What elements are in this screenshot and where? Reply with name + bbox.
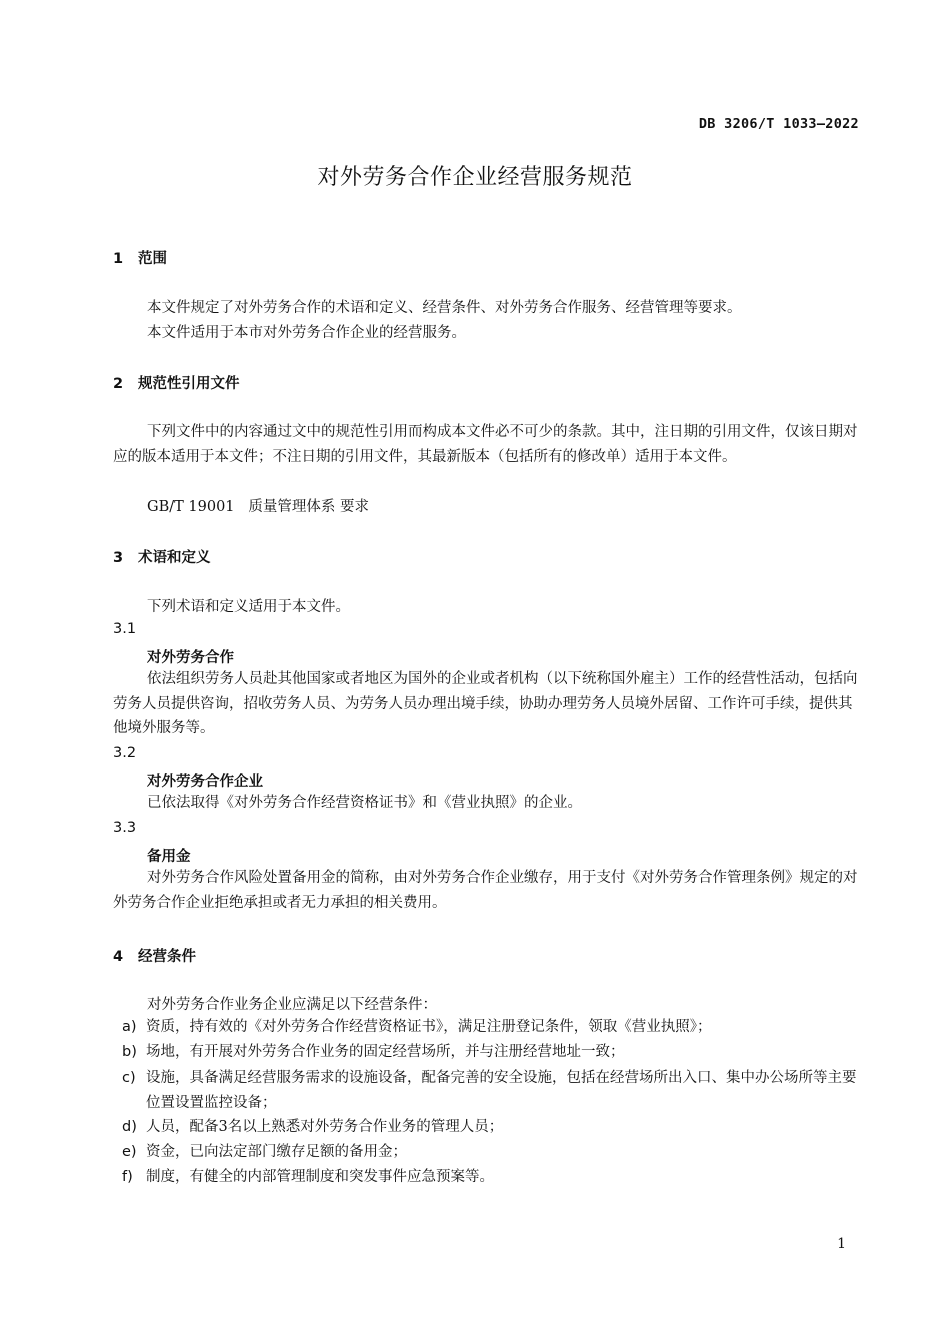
list-item <box>122 1165 860 1190</box>
section-number: 4 <box>113 949 124 965</box>
section-title: 范围 <box>138 251 167 267</box>
list-marker: f) <box>122 1169 133 1185</box>
term-number: 3.3 <box>113 820 137 836</box>
section-title: 经营条件 <box>138 949 196 965</box>
list-text: 场地，有开展对外劳务合作业务的固定经营场所，并与注册经营地址一致； <box>146 1044 625 1060</box>
paragraph: 对外劳务合作业务企业应满足以下经营条件： <box>147 997 437 1013</box>
paragraph: 下列文件中的内容通过文中的规范性引用而构成本文件必不可少的条款。其中，注日期的引用文件，仅该日期对应的版本适用于本文件；不注日期的引用文件，其最新版本（包括所有的修改单）适用于本文件。 <box>113 424 858 465</box>
term-definition: 依法组织劳务人员赴其他国家或者地区为国外的企业或者机构（以下统称国外雇主）工作的经营性活动，包括向劳务人员提供咨询，招收劳务人员、为劳务人员办理出境手续，协助办理劳务人员境外居留、工作许可手续，提供其他境外服务等。 <box>113 671 858 736</box>
standard-number: DB 3206/T 1033—2022 <box>698 116 859 132</box>
list-text: 制度，有健全的内部管理制度和突发事件应急预案等。 <box>146 1169 494 1185</box>
reference-title: 质量管理体系 要求 <box>248 499 369 515</box>
list-text: 设施，具备满足经营服务需求的设施设备，配备完善的安全设施，包括在经营场所出入口、集中办公场所等主要位置设置监控设备； <box>146 1070 857 1111</box>
term-definition: 对外劳务合作风险处置备用金的简称，由对外劳务合作企业缴存，用于支付《对外劳务合作管理条例》规定的对外劳务合作企业拒绝承担或者无力承担的相关费用。 <box>113 870 858 911</box>
list-item <box>122 1040 860 1065</box>
list-marker: a) <box>122 1019 137 1035</box>
term-number: 3.2 <box>113 745 137 761</box>
section-heading-business-conditions <box>113 945 196 966</box>
section-number: 3 <box>113 550 124 566</box>
paragraph: 本文件适用于本市对外劳务合作企业的经营服务。 <box>147 325 466 341</box>
term-name: 备用金 <box>147 849 191 865</box>
list-text: 资金，已向法定部门缴存足额的备用金； <box>146 1144 407 1160</box>
term-number: 3.1 <box>113 621 137 637</box>
reference-entry <box>147 495 369 516</box>
list-text: 人员，配备3名以上熟悉对外劳务合作业务的管理人员； <box>146 1119 504 1135</box>
term-name: 对外劳务合作企业 <box>147 774 263 790</box>
section-title: 术语和定义 <box>138 550 211 566</box>
list-item <box>122 1066 860 1115</box>
list-marker: d) <box>122 1119 137 1135</box>
section-title: 规范性引用文件 <box>138 376 240 392</box>
list-item <box>122 1015 860 1040</box>
list-text: 资质，持有效的《对外劳务合作经营资格证书》，满足注册登记条件，领取《营业执照》； <box>146 1019 712 1035</box>
page-number: 1 <box>837 1236 846 1252</box>
list-marker: e) <box>122 1144 137 1160</box>
section-heading-terms <box>113 546 211 567</box>
section-number: 2 <box>113 376 124 392</box>
document-title: 对外劳务合作企业经营服务规范 <box>317 165 633 190</box>
term-name: 对外劳务合作 <box>147 650 234 666</box>
term-definition: 已依法取得《对外劳务合作经营资格证书》和《营业执照》的企业。 <box>147 795 582 811</box>
section-number: 1 <box>113 251 124 267</box>
section-heading-normative-references <box>113 372 240 393</box>
list-item <box>122 1115 860 1140</box>
paragraph: 下列术语和定义适用于本文件。 <box>147 599 350 615</box>
section-heading-scope <box>113 247 167 268</box>
list-marker: c) <box>122 1070 136 1086</box>
paragraph: 本文件规定了对外劳务合作的术语和定义、经营条件、对外劳务合作服务、经营管理等要求。 <box>147 300 742 316</box>
list-marker: b) <box>122 1044 137 1060</box>
reference-code: GB/T 19001 <box>147 499 235 515</box>
list-item <box>122 1140 860 1165</box>
